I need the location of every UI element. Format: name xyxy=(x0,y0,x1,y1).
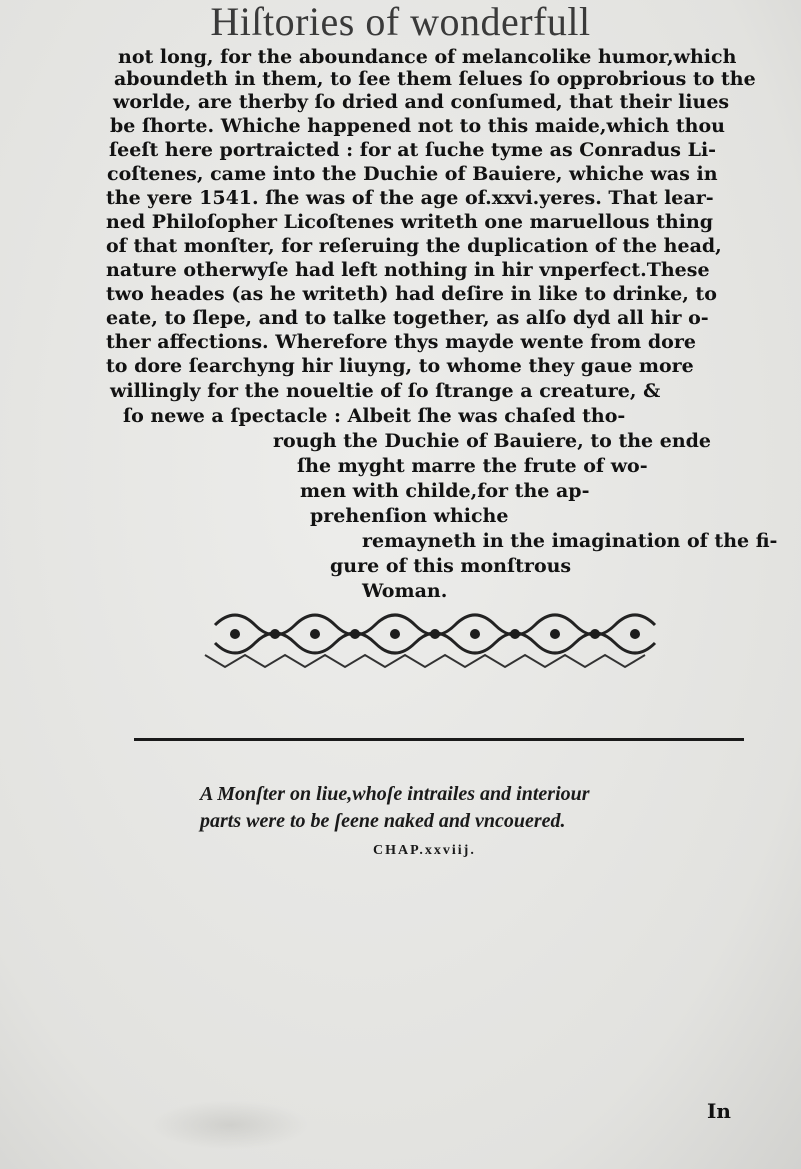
ornament-band xyxy=(195,605,660,687)
body-line: the yere 1541. ſhe was of the age of.xxvi.yeres. That lear- xyxy=(106,187,714,209)
body-line: not long, for the aboundance of melancolike humor,which xyxy=(118,46,737,68)
paper-stain xyxy=(150,1100,310,1150)
horizontal-rule xyxy=(134,737,744,743)
body-line: remayneth in the imagination of the fi- xyxy=(362,530,778,552)
body-line: willingly for the noueltie of ſo ſtrange a creature, & xyxy=(110,380,661,402)
running-head: Hiſtories of wonderfull xyxy=(210,0,591,44)
chapter-heading: CHAP.xxviij. xyxy=(373,843,476,858)
illustration-caption-line: A Monſter on liue,whoſe intrailes and interiour xyxy=(200,783,590,805)
body-line: ned Philoſopher Licoſtenes writeth one maruellous thing xyxy=(106,211,714,233)
body-line: prehenſion whiche xyxy=(310,505,509,527)
body-line: worlde, are therby ſo dried and conſumed, that their liues xyxy=(113,91,730,113)
body-line: rough the Duchie of Bauiere, to the ende xyxy=(273,430,712,452)
catchword: In xyxy=(707,1099,731,1123)
body-line: men with childe,for the ap- xyxy=(300,480,590,502)
body-line: eate, to ſlepe, and to talke together, as alſo dyd all hir o- xyxy=(106,307,709,329)
body-line: coſtenes, came into the Duchie of Bauiere, whiche was in xyxy=(107,163,718,185)
body-line: ther affections. Wherefore thys mayde wente from dore xyxy=(106,331,696,353)
body-line: ſhe myght marre the frute of wo- xyxy=(297,455,648,477)
body-line: Woman. xyxy=(362,580,448,602)
body-line: gure of this monſtrous xyxy=(330,555,572,577)
body-line: ſo newe a ſpectacle : Albeit ſhe was chaſed tho- xyxy=(123,405,626,427)
body-line: aboundeth in them, to ſee them ſelues ſo opprobrious to the xyxy=(114,68,756,90)
illustration-caption-line: parts were to be ſeene naked and vncouered. xyxy=(200,810,566,832)
body-line: of that monſter, for reſeruing the duplication of the head, xyxy=(106,235,722,257)
body-line: ſeeſt here portraicted : for at ſuche tyme as Conradus Li- xyxy=(109,139,717,161)
body-line: two heades (as he writeth) had deſire in like to drinke, to xyxy=(106,283,717,305)
body-line: nature otherwyſe had left nothing in hir vnperfect.These xyxy=(106,259,710,281)
body-line: to dore ſearchyng hir liuyng, to whome they gaue more xyxy=(106,355,694,377)
body-line: be ſhorte. Whiche happened not to this maide,which thou xyxy=(110,115,725,137)
